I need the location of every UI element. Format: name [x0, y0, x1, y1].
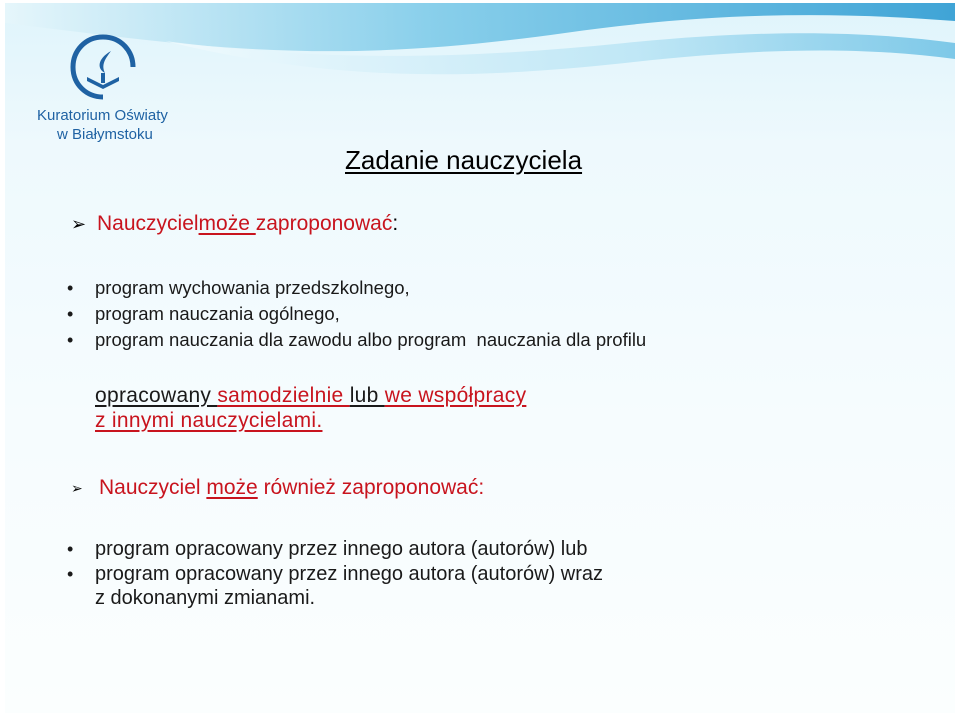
- heading-nauczyciel-moze: [71, 212, 398, 236]
- list-item-text: program opracowany przez innego autora (autorów) lub: [95, 538, 588, 560]
- note-part1: opracowany: [95, 384, 218, 407]
- page-title: Zadanie nauczyciela: [345, 145, 583, 175]
- list-item-text: program nauczania dla zawodu albo program nauczania dla profilu: [95, 329, 647, 350]
- torch-book-icon: [63, 33, 143, 108]
- list-item: [67, 562, 603, 587]
- note-part2: samodzielnie: [217, 384, 350, 407]
- note-part4: we współpracy: [384, 384, 527, 407]
- heading2-rest: również zaproponować:: [257, 476, 485, 499]
- list-item-text: program wychowania przedszkolnego,: [95, 277, 410, 298]
- other-author-list: [67, 537, 603, 587]
- list-item-continuation: z dokonanymi zmianami.: [95, 587, 316, 609]
- heading2-emphasis: może: [206, 476, 258, 499]
- logo-text-line2: w Białymstoku: [57, 126, 153, 143]
- bullet-dot-icon: •: [67, 539, 74, 559]
- authorship-note: [95, 383, 526, 433]
- arrow-bullet-icon: ➢: [71, 479, 83, 496]
- heading2-lead: Nauczyciel: [99, 476, 207, 499]
- list-item: [67, 537, 603, 562]
- bullet-dot-icon: •: [67, 278, 74, 298]
- list-item: [67, 301, 646, 327]
- heading-nauczyciel-rowniez: [71, 476, 484, 500]
- bullet-dot-icon: •: [67, 564, 74, 584]
- bullet-dot-icon: •: [67, 330, 74, 350]
- note-line2: z innymi nauczycielami.: [95, 409, 323, 432]
- bullet-dot-icon: •: [67, 304, 74, 324]
- heading-lead: Nauczyciel: [97, 212, 199, 235]
- heading-emphasis: może: [198, 212, 256, 235]
- list-item: [67, 275, 646, 301]
- heading-colon: :: [392, 212, 399, 235]
- list-item-text: program nauczania ogólnego,: [95, 303, 340, 324]
- list-item: [67, 327, 646, 353]
- arrow-bullet-icon: ➢: [71, 213, 87, 234]
- logo-text-line1: Kuratorium Oświaty: [37, 107, 168, 124]
- heading-rest: zaproponować: [255, 212, 393, 235]
- slide: [5, 3, 955, 713]
- program-list: [67, 275, 646, 353]
- kuratorium-logo: [35, 33, 175, 148]
- list-item-text: program opracowany przez innego autora (autorów) wraz: [95, 563, 604, 585]
- note-part3: lub: [349, 384, 385, 407]
